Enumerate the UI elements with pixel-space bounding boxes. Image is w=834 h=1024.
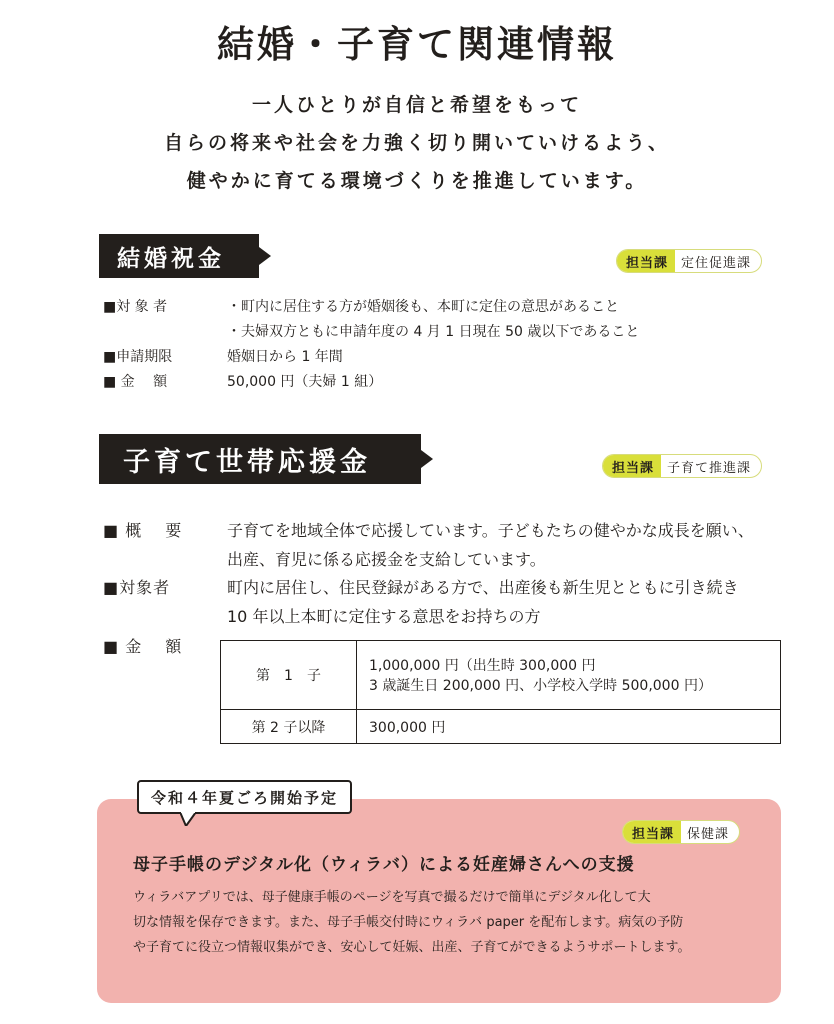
table-key: 第 1 子: [221, 641, 357, 710]
dept-tag-marriage: [616, 249, 762, 273]
row-label: ■ 概 要: [103, 521, 183, 540]
table-row: [221, 710, 781, 744]
dept-tag-label: 担当課: [623, 821, 681, 843]
marriage-row-amount: [103, 371, 783, 394]
marriage-row-target-2: [103, 321, 783, 344]
row-value: ・夫婦双方ともに申請年度の 4 月 1 日現在 50 歳以下であること: [227, 324, 640, 340]
dept-tag-name: 保健課: [687, 826, 730, 842]
childcare-row-amount: [103, 632, 223, 661]
row-value: [227, 516, 754, 574]
page-title: 結婚・子育て関連情報: [217, 23, 617, 66]
childcare-row-target: [103, 573, 793, 631]
start-schedule-callout: [137, 780, 352, 814]
maternal-body-line: 切な情報を保存できます。また、母子手帳交付時にウィラバ paper を配布します。病気の予防: [133, 915, 684, 930]
amount-table: [220, 640, 781, 744]
marriage-row-target: [103, 296, 783, 319]
row-label: ■申請期限: [103, 349, 173, 365]
maternal-body-line: や子育てに役立つ情報収集ができ、安心して妊娠、出産、子育てができるようサポートします。: [133, 940, 691, 955]
callout-text: 令和４年夏ごろ開始予定: [151, 788, 339, 807]
callout-tail: [180, 812, 196, 826]
dept-tag-label: 担当課: [603, 455, 661, 477]
dept-tag-name: 子育て推進課: [667, 460, 752, 476]
lead-line: 一人ひとりが自信と希望をもって: [251, 94, 582, 116]
lead-line: 健やかに育てる環境づくりを推進しています。: [186, 170, 648, 192]
table-value: [357, 710, 781, 744]
row-value: ・町内に居住する方が婚姻後も、本町に定住の意思があること: [227, 299, 619, 315]
section-heading-childcare: [99, 434, 421, 484]
maternal-title: 母子手帳のデジタル化（ウィラバ）による妊産婦さんへの支援: [133, 855, 635, 875]
lead-line: 自らの将来や社会を力強く切り開いていけるよう、: [163, 132, 670, 154]
table-key: 第 2 子以降: [221, 710, 357, 744]
table-value: [357, 641, 781, 710]
dept-tag-label: 担当課: [617, 250, 675, 272]
row-label: ■ 金 額: [103, 637, 183, 656]
dept-tag-maternal: [622, 820, 740, 844]
table-row: [221, 641, 781, 710]
childcare-row-overview: [103, 516, 793, 574]
table-value-line: 3 歳誕生日 200,000 円、小学校入学時 500,000 円）: [369, 678, 712, 694]
maternal-body: [133, 885, 763, 960]
row-value-line: 10 年以上本町に定住する意思をお持ちの方: [227, 607, 541, 626]
dept-tag-childcare: [602, 454, 762, 478]
table-value-line: 300,000 円: [369, 719, 446, 736]
row-value-line: 町内に居住し、住民登録がある方で、出産後も新生児とともに引き続き: [227, 578, 739, 597]
marriage-row-deadline: [103, 346, 783, 369]
dept-tag-name: 定住促進課: [681, 255, 752, 271]
row-label: ■ 金 額: [103, 374, 168, 390]
row-value-line: 子育てを地域全体で応援しています。子どもたちの健やかな成長を願い、: [227, 521, 754, 540]
maternal-body-line: ウィラバアプリでは、母子健康手帳のページを写真で撮るだけで簡単にデジタル化して大: [133, 890, 651, 905]
section-heading-childcare-text: 子育て世帯応援金: [123, 446, 371, 478]
row-value: 婚姻日から 1 年間: [227, 349, 343, 365]
row-label: ■対象者: [103, 578, 171, 597]
section-heading-marriage-text: 結婚祝金: [117, 245, 225, 272]
row-label: ■対 象 者: [103, 299, 168, 315]
section-heading-marriage: [99, 234, 259, 278]
lead-text: [0, 86, 834, 200]
table-value-line: 1,000,000 円（出生時 300,000 円: [369, 658, 596, 674]
row-value: [227, 573, 739, 631]
row-value-line: 出産、育児に係る応援金を支給しています。: [227, 550, 546, 569]
row-value: 50,000 円（夫婦 1 組）: [227, 374, 383, 390]
